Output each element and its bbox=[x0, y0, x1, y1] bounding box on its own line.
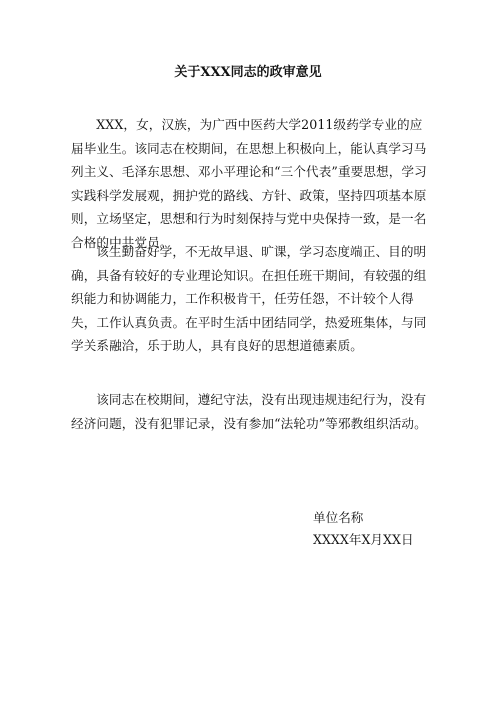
paragraph-discipline: 该同志在校期间，遵纪守法，没有出现违规违纪行为，没有经济问题，没有犯罪记录，没有参加“法轮功”等邪教组织活动。 bbox=[71, 392, 427, 431]
paragraph-study-work: 该生勤奋好学，不无故早退、旷课，学习态度端正、目的明确，具备有较好的专业理论知识。在担任班干期间，有较强的组织能力和协调能力，工作积极肯干，任劳任怨，不计较个人得失，工作认真负责。在平时生活中团结同学，热爱班集体，与同学关系融洽，乐于助人，具有良好的思想道德素质。 bbox=[71, 244, 427, 353]
signature-unit: 单位名称 bbox=[313, 510, 364, 525]
signature-date: XXXX年X月XX日 bbox=[313, 532, 414, 547]
document-title: 关于XXX同志的政审意见 bbox=[174, 65, 322, 80]
paragraph-basic-info: XXX，女，汉族，为广西中医药大学2011级药学专业的应届毕业生。该同志在校期间，在思想上积极向上，能认真学习马列主义、毛泽东思想、邓小平理论和“三个代表”重要思想，学习实践科学发展观，拥护党的路线、方针、政策，坚持四项基本原则，立场坚定，思想和行为时刻保持与党中央保持一致，是一名合格的中共党员。 bbox=[71, 117, 427, 250]
